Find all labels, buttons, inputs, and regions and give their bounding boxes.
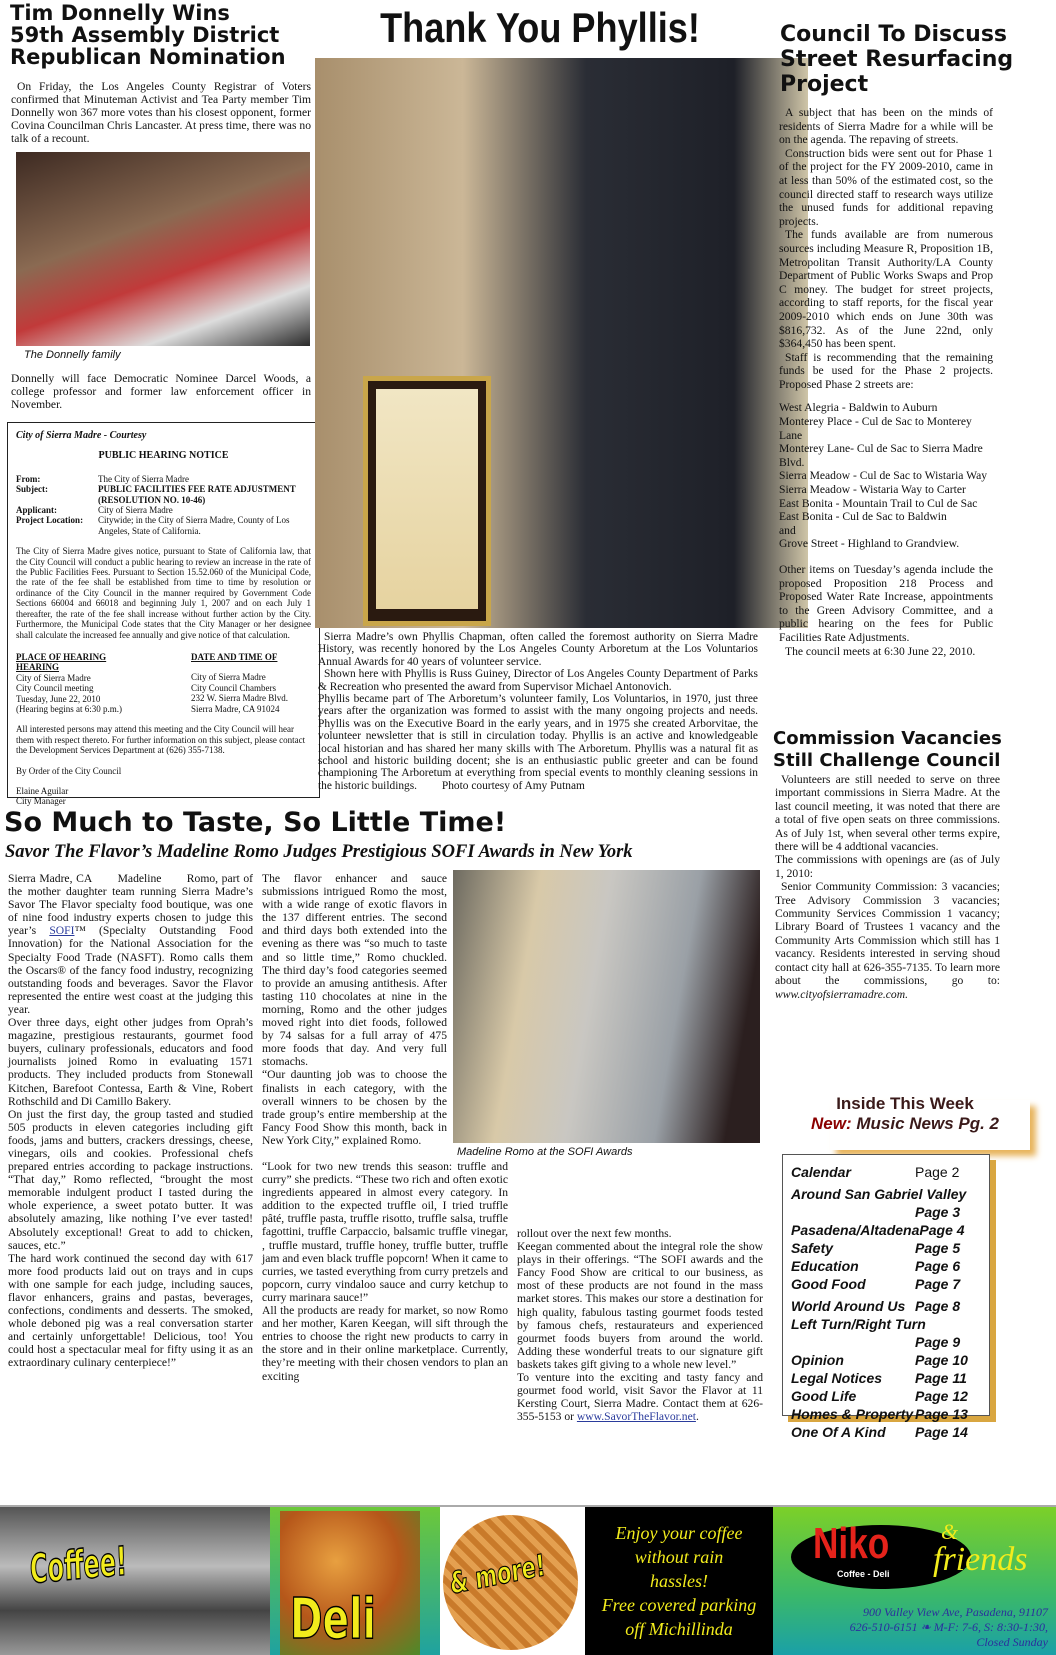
toc-page: Page 13 xyxy=(915,1406,968,1422)
savor-link[interactable]: www.SavorTheFlavor.net xyxy=(576,1410,696,1424)
toc-item[interactable] xyxy=(791,1239,981,1257)
notice-body: The City of Sierra Madre gives notice, pursuant to State of California law, that the City Council will conduct a public hearing to review an increase in the rate of the Public Facilities Fees. Pursuant to Section 15.52.060 of the Municipal Code, the rate of the fee shall be established from time to time by resolution or ordinance of the City Council in the manner required by Government Code Sections 66004 and 66018 and beginning July 1, 2007 and on each July 1 thereafter, the rate of the fee shall increase without further action by the City. Furthermore, the Municipal Code states that the City Manager or her designee shall calculate the increased fee annually and give notice of that calculation. xyxy=(16,546,311,640)
sofi-paragraph: The flavor enhancer and sauce submissions intrigued Romo the most, with a wide range of exotic flavors in the 137 different entries. The second and third days both extended into the evening as there was “so much to taste and so little time,” Romo chuckled. The third day’s food categories seemed to provide an amusing antithesis. After tasting 110 chocolates at nine in the morning, Romo and the other judges moved right into diet foods, followed by 74 salsas for a full array of 475 more foods that day. And very full stomachs. xyxy=(262,872,447,1069)
street-item: West Alegria - Baldwin to Auburn xyxy=(779,401,938,415)
council-paragraph: Construction bids were sent out for Phase 1 of the project for the FY 2009-2010, came in at less than 50% of the estimated cost, so the council directed staff to research ways utilize the unused funds for additional repaving projects. xyxy=(779,146,993,228)
toc-page: Page 2 xyxy=(915,1164,960,1180)
toc-name: Opinion xyxy=(791,1352,844,1368)
notice-signer: Elaine Aguilar xyxy=(16,785,69,796)
toc-name: World Around Us xyxy=(791,1298,906,1314)
toc-name: Safety xyxy=(791,1240,834,1256)
date-line: City Council Chambers xyxy=(191,682,276,693)
toc-name: Calendar xyxy=(791,1164,851,1180)
label: Project Location: xyxy=(16,515,84,526)
place-line: Tuesday, June 22, 2010 xyxy=(16,693,101,704)
brand-tagline: Coffee - Deli xyxy=(837,1569,890,1579)
sofi-paragraph: All the products are ready for market, so now Romo and her mother, Karen Keegan, will sift through the entries to choose the right new products to carry in the store and in their online marketplace. Currently, they’re meeting with their chosen vendors to plan an exciting xyxy=(262,1304,508,1383)
toc-name: Pasadena/Altadena xyxy=(791,1222,920,1238)
street-item: Monterey Lane- Cul de Sac to Sierra Madre Blvd. xyxy=(779,442,983,469)
notice-signer-title: City Manager xyxy=(16,796,66,807)
brand-friends: friends xyxy=(933,1541,1028,1578)
street-item: East Bonita - Cul de Sac to Baldwin xyxy=(779,510,947,524)
commission-p2: The commissions with openings are (as of July 1, 2010: xyxy=(775,853,1000,880)
notice-attend: All interested persons may attend this meeting and the City Council will hear them with respect thereto. For further information on this subject, please contact the Development Services Department at (626) 355-7138. xyxy=(16,724,306,756)
date-line: 232 W. Sierra Madre Blvd. xyxy=(191,693,288,704)
award-plaque xyxy=(363,376,491,626)
street-item: Grove Street - Highland to Grandview. xyxy=(779,537,960,551)
council-paragraph: A subject that has been on the minds of residents of Sierra Madre for a while will be on the agenda. The repaving of streets. xyxy=(779,106,993,147)
address-line: Closed Sunday xyxy=(976,1635,1048,1649)
ad-deli-panel xyxy=(270,1507,440,1655)
address-line: 626-510-6151 ❧ M-F: 7-6, S: 8:30-1:30, xyxy=(849,1620,1048,1634)
toc-name: One Of A Kind xyxy=(791,1424,886,1440)
toc-item[interactable] xyxy=(791,1369,981,1387)
toc-item[interactable] xyxy=(791,1257,981,1275)
phyllis-title: Thank You Phyllis! xyxy=(380,4,700,51)
headline-line: Tim Donnelly Wins xyxy=(10,1,230,25)
donnelly-caption: The Donnelly family xyxy=(24,349,121,361)
date-line: City of Sierra Madre xyxy=(191,672,266,683)
coffee-text: Coffee! xyxy=(29,1538,128,1593)
date-line: Sierra Madre, CA 91024 xyxy=(191,703,280,714)
toc-page: Page 4 xyxy=(919,1222,965,1238)
toc-item[interactable] xyxy=(791,1405,981,1423)
toc-page: Page 11 xyxy=(915,1370,967,1386)
phyllis-award-photo xyxy=(315,58,808,628)
toc-item[interactable] xyxy=(791,1163,981,1181)
notice-order: By Order of the City Council xyxy=(16,765,122,776)
toc-name: Left Turn/Right Turn xyxy=(791,1316,926,1332)
phyllis-paragraph: Sierra Madre’s own Phyllis Chapman, often called the foremost authority on Sierra Madre History, was recently honored by the Los Angeles County Arboretum at the Los Voluntarios Annual Awards for 40 years of volunteer service. xyxy=(318,631,758,668)
slogan-line: Enjoy your coffee xyxy=(615,1523,743,1543)
public-hearing-notice xyxy=(7,422,320,807)
commission-url[interactable]: www.cityofsierramadre.com. xyxy=(775,987,908,1001)
streets-list xyxy=(779,401,993,551)
council-other: Other items on Tuesday’s agenda include the proposed Proposition 218 Process and Proposed Water Rate Increase, appointments to the Green Advisory Committee, and a public hearing on the fees for Public Facilities Rate Adjustments. xyxy=(779,563,993,644)
place-line: City of Sierra Madre xyxy=(16,672,91,683)
toc-name: Good Life xyxy=(791,1388,857,1404)
more-text: & more! xyxy=(448,1548,547,1602)
headline-line: Project xyxy=(780,72,869,97)
notice-courtesy: City of Sierra Madre - Courtesy xyxy=(16,430,147,441)
sofi-headline: So Much to Taste, So Little Time! xyxy=(4,807,507,838)
toc-item[interactable] xyxy=(791,1185,981,1221)
street-item: Monterey Place - Cul de Sac to Monterey Lane xyxy=(779,415,972,442)
donnelly-family-photo xyxy=(16,152,310,346)
sofi-paragraph: On just the first day, the group tasted and studied 505 products in eleven categories including gift foods, jams and butters, crackers dressings, cheese, vinegars, oils and cookies. Professional chefs prepared entries according to package instructions. “That day,” Romo reflected, “brought the most memorable indulgent product I tasted during the whole experience, a sweet potato butter. It was absolutely amazing, like nothing I’ve ever tasted! Absolutely exceptional! Great to add to chicken, sauces, etc.” xyxy=(8,1107,253,1252)
toc-item[interactable] xyxy=(791,1351,981,1369)
commission-headline xyxy=(773,728,1056,772)
madeline-romo-photo xyxy=(453,870,760,1143)
inside-title: Inside This Week xyxy=(836,1094,974,1113)
toc-name: Homes & Property xyxy=(791,1406,914,1422)
sofi-subhead: Savor The Flavor’s Madeline Romo Judges Prestigious SOFI Awards in New York xyxy=(5,842,633,862)
toc-item[interactable] xyxy=(791,1221,981,1239)
ad-brand-panel xyxy=(773,1507,1056,1655)
donnelly-lead: On Friday, the Los Angeles County Registrar of Voters confirmed that Minuteman Activist and Tea Party member Tim Donnelly won 367 more votes than his closest opponent, former Covina Councilman Chris Lancaster. At press time, there was no talk of a recount. xyxy=(11,80,311,146)
slogan-line: off Michillinda xyxy=(625,1619,733,1639)
toc-name: Legal Notices xyxy=(791,1370,883,1386)
sofi-paragraph: To venture into the exciting and tasty fancy and gourmet food world, visit Savor the Flavor at 11 Kersting Court, Sierra Madre. Contact them at 626-355-5153 or xyxy=(517,1371,763,1424)
period: . xyxy=(695,1410,699,1424)
toc-item[interactable] xyxy=(791,1315,981,1351)
toc-item[interactable] xyxy=(791,1423,981,1441)
toc-item[interactable] xyxy=(791,1297,981,1315)
sofi-paragraph: “Our daunting job was to choose the finalists in each category, with the overall winners to be chosen by the trade group’s entire membership at the Fancy Food Show this month, back in New York City,” explained Romo. xyxy=(262,1068,447,1147)
donnelly-follow: Donnelly will face Democratic Nominee Darcel Woods, a college professor and former law enforcement officer in November. xyxy=(11,372,311,412)
brand-name: Niko xyxy=(813,1519,890,1568)
headline-line: Republican Nomination xyxy=(10,45,286,69)
sofi-paragraph: The hard work continued the second day with 617 more food products laid out on trays and in cups with one sample for each judge, including sauces, flavor enhancers, grains and pastas, beverages, confections, condiments and desserts. The smoked, whole deboned pig was a real conversation starter and certainly unforgettable! Delicious, too! You could host a spectacular meal for fifty using it as an extraordinary culinary centerpiece!” xyxy=(8,1251,253,1370)
value: Citywide; in the City of Sierra Madre, County of Los Angeles, State of California. xyxy=(98,515,290,536)
street-item: and xyxy=(779,523,796,537)
new-text: Music News Pg. 2 xyxy=(856,1114,1000,1133)
place-line: (Hearing begins at 6:30 p.m.) xyxy=(16,703,122,714)
sofi-paragraph: rollout over the next few months. xyxy=(517,1227,672,1240)
label: From: xyxy=(16,473,41,484)
notice-title: PUBLIC HEARING NOTICE xyxy=(98,450,229,462)
headline-line: 59th Assembly District xyxy=(10,23,280,47)
council-meets: The council meets at 6:30 June 22, 2010. xyxy=(785,644,976,658)
ad-coffee-panel xyxy=(0,1507,270,1655)
value: The City of Sierra Madre xyxy=(98,473,189,484)
deli-text: Deli xyxy=(290,1587,377,1652)
place-line: City Council meeting xyxy=(16,683,94,694)
sofi-link[interactable]: SOFI xyxy=(49,924,75,938)
council-paragraph: Staff is recommending that the remaining funds be used for the Phase 2 projects. Proposed Phase 2 streets are: xyxy=(779,350,993,391)
toc-page: Page 7 xyxy=(915,1276,961,1292)
toc-page: Page 3 xyxy=(915,1204,961,1220)
slogan-line: Free covered parking xyxy=(601,1595,757,1615)
commission-p3: Senior Community Commission: 3 vacancies; Tree Advisory Commission 3 vacancies; Community Services Commission 1 vacancy; Library Board of Trustees 1 vacancy and the Community Arts Commission which still has 1 vacancy. Residents interested in serving shoud contact city hall at 626-355-7135. To learn more about the commissions, go to: xyxy=(775,880,1000,988)
sofi-p1-cont: ™ (Specialty Outstanding Food Innovation) for the National Association for the Specialty Food Trade (NASFT). Romo calls them the Oscars® of the fancy food industry, recognizing outstanding foods and beverages. Savor the Flavor represented the entire west coast at the judging this year. xyxy=(8,924,253,1016)
toc-name: Good Food xyxy=(791,1276,866,1292)
sofi-p1: Sierra Madre, CA Madeline Romo, part of the mother daughter team running Sierra Madre’s Savor The Flavor specialty food boutique, was one of nine food industry experts chosen to judge this year’s xyxy=(8,872,253,938)
headline-line: Street Resurfacing xyxy=(780,47,1014,72)
toc-page: Page 14 xyxy=(915,1424,968,1440)
toc-name: Education xyxy=(791,1258,859,1274)
label: Subject: xyxy=(16,484,48,495)
phyllis-paragraph: Shown here with Phyllis is Russ Guiney, Director of Los Angeles County Department of Parks & Recreation who presented the award from Supervisor Michael Antonovich. xyxy=(318,668,758,693)
toc-name: Around San Gabriel Valley xyxy=(791,1186,967,1202)
slogan-line: without rain xyxy=(634,1547,724,1567)
ad-slogan-panel xyxy=(585,1507,773,1655)
sofi-paragraph: “Look for two new trends this season: truffle and curry” she predicts. “These two rich and often exotic ingredients appeared in almost every category. In addition to the expected truffle oil, I tried truffle pâté, truffle pasta, truffle risotto, truffle salsa, truffle fagottini, truffle Carpaccio, balsamic truffle vinegar, , truffle mustard, truffle honey, truffle butter, truffle jam and even black truffle popcorn! When it came to curries, we tasted everything from curry pretzels and popcorn, curry vindaloo sauce and curry ketchup to curry marinara sauce!” xyxy=(262,1160,508,1304)
label: Applicant: xyxy=(16,505,58,516)
toc-page: Page 12 xyxy=(915,1388,968,1404)
new-label: New: xyxy=(810,1114,852,1133)
photo-credit: Photo courtesy of Amy Putnam xyxy=(441,779,585,792)
toc-page: Page 9 xyxy=(915,1334,961,1350)
headline-line: Still Challenge Council xyxy=(773,750,1001,771)
council-headline xyxy=(780,22,1050,97)
address-line: 900 Valley View Ave, Pasadena, 91107 xyxy=(863,1605,1048,1619)
brand-amp: & xyxy=(941,1519,959,1544)
sofi-paragraph: Over three days, eight other judges from Oprah’s magazine, prestigious restaurants, gourmet food buyers, culinary professionals, educators and food journalists joined Romo in evaluating 1571 products. They included products from Stonewall Kitchen, Barefoot Contessa, Earth & Vine, Robert Rothschild and Di Camillo Bakery. xyxy=(8,1016,253,1108)
value: City of Sierra Madre xyxy=(98,505,173,516)
donnelly-headline xyxy=(10,2,330,68)
headline-line: Commission Vacancies xyxy=(773,728,1002,749)
place-heading: PLACE OF HEARING HEARING xyxy=(16,651,107,673)
date-heading: DATE AND TIME OF xyxy=(191,651,278,662)
sofi-paragraph: Keegan commented about the integral role the show plays in their offerings. “The SOFI awards and the Fancy Food Show are critical to our business, as most of these products are not found in the mass market stores. This makes our store a destination for high quality, fabulous tasting gourmet foods tested by famous chefs, restaurateurs and experienced gourmet foods buyers from around the world. Adding these wonderful treats to our signature gift baskets takes gift giving to a whole new level.” xyxy=(517,1240,763,1371)
toc-item[interactable] xyxy=(791,1275,981,1293)
romo-caption: Madeline Romo at the SOFI Awards xyxy=(457,1146,633,1158)
toc-page: Page 10 xyxy=(915,1352,968,1368)
commission-p1: Volunteers are still needed to serve on three important commissions in Sierra Madre. At the last council meeting, it was noted that there are a total of five open seats on three commissions. As of July 1st, when several other terms expire, there will be 4 addtional vacancies. xyxy=(775,773,1000,854)
value: PUBLIC FACILITIES FEE RATE ADJUSTMENT (RESOLUTION NO. 10-46) xyxy=(98,484,296,505)
toc-page: Page 5 xyxy=(915,1240,961,1256)
phyllis-paragraph: Phyllis became part of The Arboretum’s volunteer family, Los Voluntarios, in 1970, just three years after the organization was formed to assist with the many ongoing projects and needs. Phyllis was on the Executive Board in the early years, and in 1975 she created Arborvitae, the volunteer newsletter that is still in circulation today. Phyllis is an active and knowledgeable local historian and has shared her many skills with The Arboretum. Phyllis was a natural fit as school and historic building docent; she is an enthusiastic public greeter and can be found championing The Arboretum at everything from special events to monthly cleaning sessions in the historic buildings. xyxy=(318,693,758,792)
headline-line: Council To Discuss xyxy=(780,22,1008,47)
council-paragraph: The funds available are from numerous sources including Measure R, Proposition 1B, Metropolitan Transit Authority/LA County Department of Public Works Swaps and Prop C money. The budget for street projects, according to staff reports, for the fiscal year 2009-2010 which ends on June 30th was $816,732. As of the June 22nd, only $364,450 has been spent. xyxy=(779,228,993,351)
ad-more-panel xyxy=(440,1507,585,1655)
street-item: Sierra Meadow - Cul de Sac to Wistaria Way xyxy=(779,469,988,483)
toc-page: Page 8 xyxy=(915,1298,961,1314)
street-item: Sierra Meadow - Wistaria Way to Carter xyxy=(779,483,966,497)
toc-item[interactable] xyxy=(791,1387,981,1405)
street-item: East Bonita - Mountain Trail to Cul de Sac xyxy=(779,496,978,510)
slogan-line: hassles! xyxy=(650,1571,708,1591)
toc-page: Page 6 xyxy=(915,1258,961,1274)
table-of-contents xyxy=(782,1154,990,1440)
